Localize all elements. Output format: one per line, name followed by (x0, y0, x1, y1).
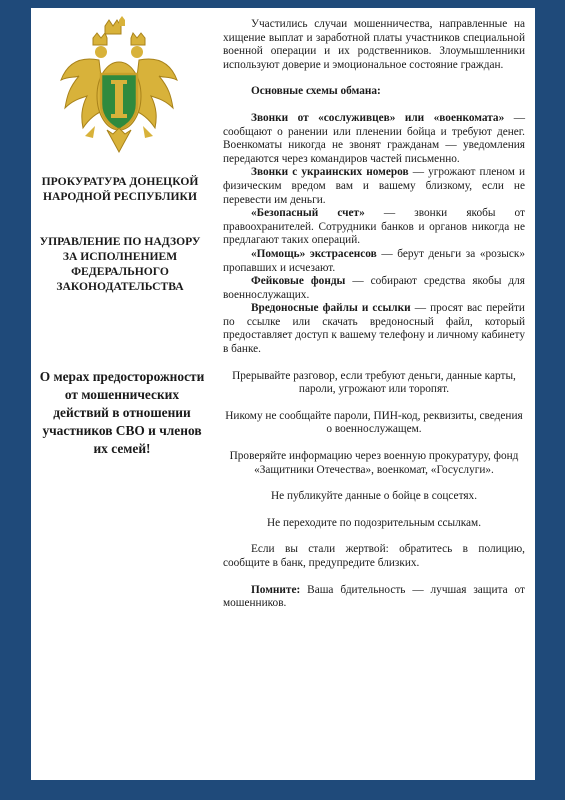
left-column (31, 8, 207, 780)
remember-note: Помните: Ваша бдительность — лучшая защита от мошенников. (223, 583, 525, 610)
organization-name: ПРОКУРАТУРА ДОНЕЦКОЙ НАРОДНОЙ РЕСПУБЛИКИ (41, 175, 199, 203)
leaflet-page (31, 8, 535, 780)
advice-item: Никому не сообщайте пароли, ПИН-код, реквизиты, сведения о военнослужащем. (225, 409, 523, 436)
scheme-item: Фейковые фонды — собирают средства якобы для военнослужащих. (223, 275, 525, 301)
advice-item: Проверяйте информацию через военную прокуратуру, фонд «Защитники Отечества», военкомат, «Госуслуги». (229, 450, 519, 476)
advice-item: Не публикуйте данные о бойце в соцсетях. (270, 490, 478, 503)
advice-item: Не переходите по подозрительным ссылкам. (266, 516, 482, 529)
schemes-heading: Основные схемы обмана: (251, 85, 381, 98)
leaflet-topic: О мерах предосторожности от мошеннических действий в отношении участников СВО и членов их семей! (39, 369, 205, 456)
scheme-item: Звонки с украинских номеров — угрожают пленом и физическим вредом вам и вашему близкому, если не перевести им деньги. (223, 166, 526, 206)
intro-paragraph: Участились случаи мошенничества, направленные на хищение выплат и заработной платы участников специальной военной операции и их родственников. Злоумышленники используют доверие и эмоциональное состояние граждан. (223, 18, 525, 71)
advice-item: Прерывайте разговор, если требуют деньги, данные карты, пароли, угрожают или торопят. (232, 369, 516, 396)
advice-item: Если вы стали жертвой: обратитесь в полицию, сообщите в банк, предупредите близких. (223, 543, 525, 569)
department-name: УПРАВЛЕНИЕ ПО НАДЗОРУ ЗА ИСПОЛНЕНИЕМ ФЕДЕРАЛЬНОГО ЗАКОНОДАТЕЛЬСТВА (39, 235, 201, 293)
scheme-item: «Помощь» экстрасенсов — берут деньги за «розыск» пропавших и исчезают. (223, 247, 525, 274)
scheme-item: Вредоносные файлы и ссылки — просят вас перейти по ссылке или скачать вредоносный файл, который предоставляет доступ к вашему телефону и личному кабинету в банке. (223, 302, 525, 356)
scheme-item: «Безопасный счет» — звонки якобы от правоохранителей. Сотрудники банков и органов никогда не предлагают таких операций. (223, 207, 525, 247)
main-text (223, 18, 525, 611)
scheme-item: Звонки от «сослуживцев» или «военкомата» — сообщают о ранении или пленении бойца и требуют денег. Военкоматы никогда не звонят гражданам — уведомления передаются через командиров частей письменно. (223, 111, 525, 165)
prosecutor-emblem-icon (59, 16, 179, 166)
